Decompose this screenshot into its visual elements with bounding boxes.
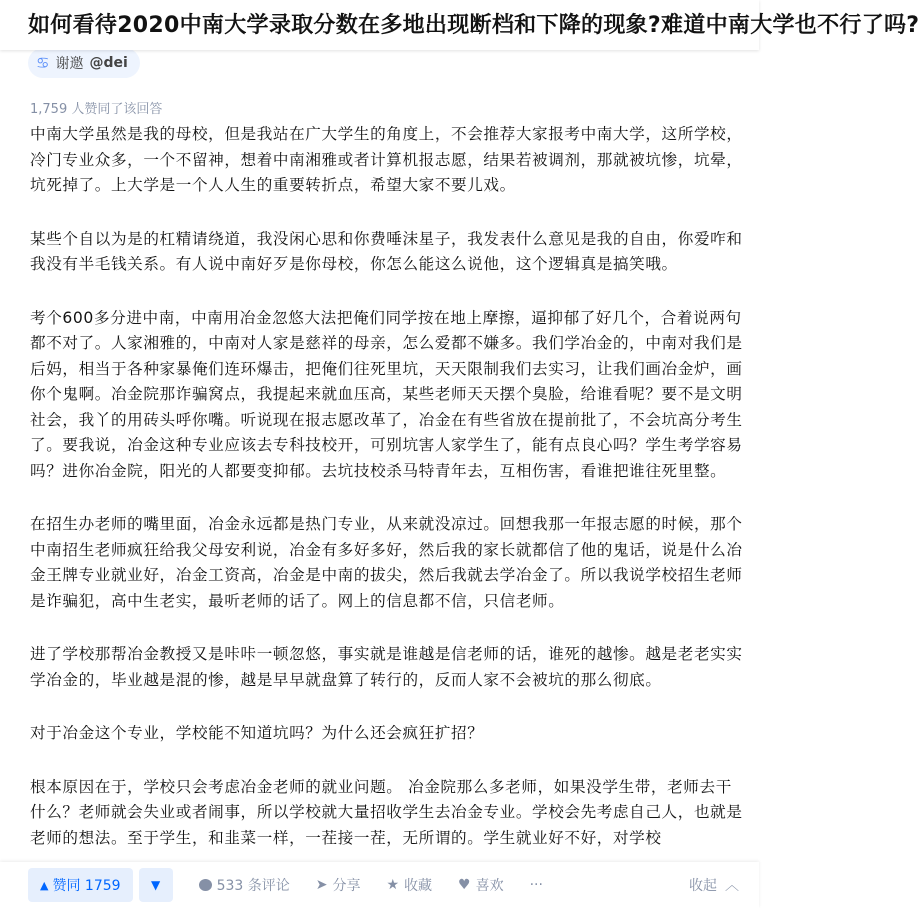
share-label: 分享 [332,878,361,894]
paragraph: 进了学校那帮冶金教授又是咔咔一顿忽悠，事实就是谁越是信老师的话，谁死的越惨。越是老老实实学冶金的，毕业越是混的惨，越是早早就盘算了转行的，反而人家不会被坑的那么彻底。 [30,645,743,689]
triangle-up-icon: ▲ [40,878,49,892]
paragraph: 中南大学虽然是我的母校，但是我站在广大学生的角度上，不会推荐大家报考中南大学，这所学校，冷门专业众多，一个不留神，想着中南湘雅或者计算机报志愿，结果若被调剂，那就被坑惨，坑晕，坑死掉了。上大学是一个人人生的重要转折点，希望大家不要儿戏。 [30,125,743,194]
comments-label: 533 条评论 [216,878,290,894]
paragraph: 在招生办老师的嘴里面，冶金永远都是热门专业，从来就没凉过。回想我那一年报志愿的时候，那个中南招生老师疯狂给我父母安利说，冶金有多好多好，然后我的家长就都信了他的鬼话，说是什么冶金王牌专业就业好，冶金工资高，冶金是中南的拔尖，然后我就去学冶金了。所以我说学校招生老师是诈骗犯，高中生老实，最听老师的话了。网上的信息都不信，只信老师。 [30,515,743,610]
upvote-button[interactable] [28,868,133,902]
paragraph: 根本原因在于，学校只会考虑冶金老师的就业问题。 冶金院那么多老师，如果没学生带，老师去干什么？老师就会失业或者闹事，所以学校就大量招收学生去冶金专业。学校会先考虑自己人，也就是老师的想法。至于学生，和韭菜一样，一茬接一茬，无所谓的。学生就业好不好，对学校 [30,777,743,847]
invite-label: 谢邀 [55,56,84,72]
question-title[interactable]: 如何看待2020中南大学录取分数在多地出现断档和下降的现象?难道中南大学也不行了吗? [28,13,919,38]
share-button[interactable] [316,875,361,895]
like-label: 喜欢 [475,878,504,894]
question-header [0,0,919,50]
downvote-button[interactable] [139,868,173,902]
crab-icon: ♋ [36,54,50,72]
more-button[interactable] [530,877,543,893]
comment-bubble-icon [199,879,212,891]
favorite-button[interactable] [386,875,432,895]
vote-count-text: 1,759 人赞同了该回答 [30,102,163,117]
paper-plane-icon: ➤ [315,877,328,893]
paragraph: 考个600多分进中南，中南用冶金忽悠大法把俺们同学按在地上摩擦，逼抑郁了好几个，合着说两句都不对了。人家湘雅的，中南对人家是慈祥的母亲，怎么爱都不嫌多。我们学冶金的，中南对我们是后妈，相当于各种家暴俺们连环爆击，把俺们往死里坑，天天限制我们去实习，让我们画冶金炉，画你个鬼啊。冶金院那诈骗窝点，我提起来就血压高，某些老师天天摆个臭脸，给谁看呢？要不是文明社会，我丫的用砖头呼你嘴。听说现在报志愿改革了，冶金在有些省放在提前批了，不会坑高分考生了。要我说，冶金这种专业应该去专科技校开，可别坑害人家学生了，能有点良心吗？学生考学容易吗？进你冶金院，阳光的人都要变抑郁。去坑技校杀马特青年去，互相伤害，看谁把谁往死里整。 [30,308,743,480]
comments-button[interactable] [199,875,290,895]
answer-content [30,122,746,879]
star-icon: ★ [386,877,400,893]
paragraph: 对于冶金这个专业，学校能不知道坑吗？为什么还会疯狂扩招？ [30,724,484,742]
paragraph: 某些个自以为是的杠精请绕道，我没闲心思和你费唾沫星子，我发表什么意见是我的自由，你爱咋和我没有半毛钱关系。有人说中南好歹是你母校，你怎么能这么说他，这个逻辑真是搞笑哦。 [30,229,743,273]
upvote-label: 赞同 1759 [52,878,121,894]
collapse-label: 收起 [689,878,717,894]
heart-icon: ♥ [458,877,471,893]
triangle-down-icon: ▼ [150,878,161,892]
more-icon: ··· [529,877,543,893]
action-bar [0,862,759,908]
chevron-up-icon: ︿ [725,878,739,894]
collapse-button[interactable] [689,875,739,895]
like-button[interactable] [458,875,504,895]
favorite-label: 收藏 [404,878,433,894]
invite-badge[interactable] [28,48,140,78]
invite-user[interactable]: @dei [89,55,128,71]
